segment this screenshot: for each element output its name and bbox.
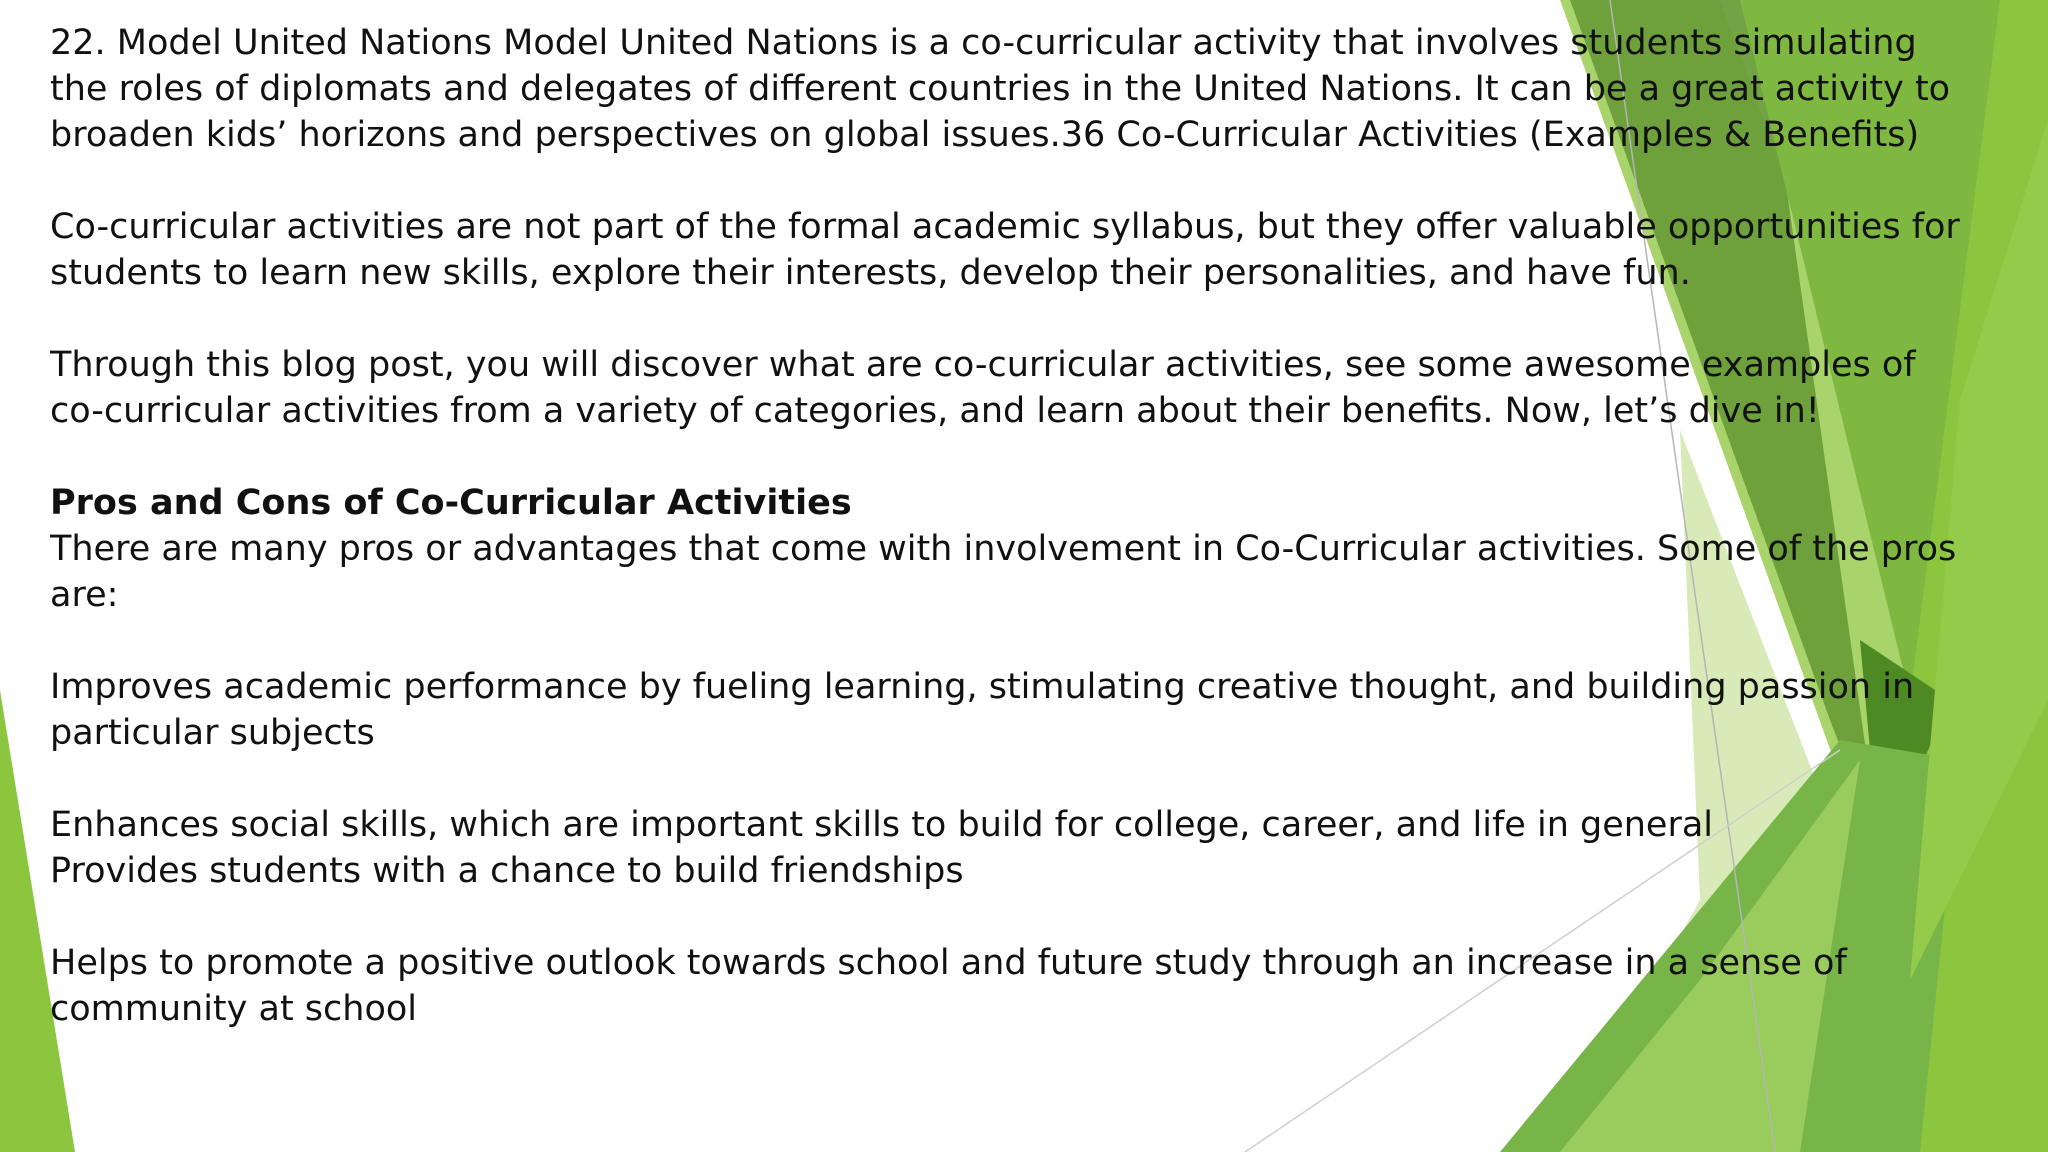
slide-text-content: [50, 20, 1980, 1078]
paragraph-definition: Co-curricular activities are not part of the formal academic syllabus, but they offer valuable opportunities for students to learn new skills, explore their interests, develop their personalities, and have fun.: [50, 207, 1960, 293]
paragraph-pros-intro: There are many pros or advantages that come with involvement in Co-Curricular activities. Some of the pros are:: [50, 529, 1957, 615]
pro-academic-performance: Improves academic performance by fueling learning, stimulating creative thought, and building passion in particular subjects: [50, 667, 1915, 753]
paragraph-blog-intro: Through this blog post, you will discover what are co-curricular activities, see some awesome examples of co-curricular activities from a variety of categories, and learn about their benefits. Now, let’s dive in!: [50, 345, 1916, 431]
pro-social-skills: Enhances social skills, which are important skills to build for college, career, and life in general: [50, 805, 1714, 845]
section-heading-pros-cons: Pros and Cons of Co-Curricular Activities: [50, 483, 852, 523]
pro-friendships: Provides students with a chance to build friendships: [50, 851, 964, 891]
pro-positive-outlook: Helps to promote a positive outlook towards school and future study through an increase in a sense of community at school: [50, 943, 1847, 1029]
paragraph-model-un: 22. Model United Nations Model United Nations is a co-curricular activity that involves students simulating the roles of diplomats and delegates of different countries in the United Nations. It can be a great activity to broaden kids’ horizons and perspectives on global issues.36 Co-Curricular Activities (Examples & Benefits): [50, 23, 1951, 155]
